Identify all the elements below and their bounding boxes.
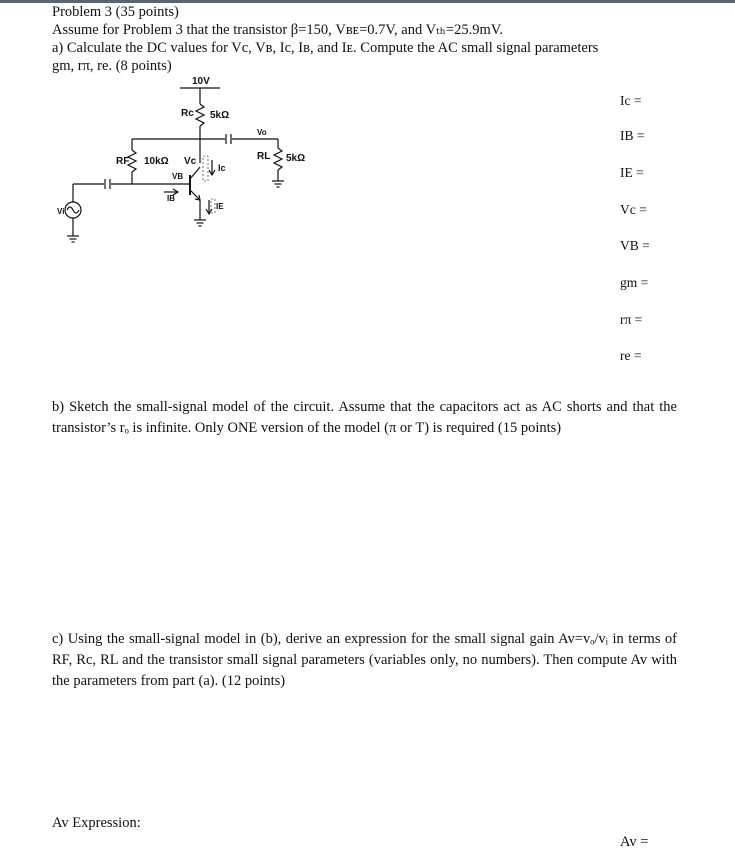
transistor-emitter: [190, 190, 200, 200]
rl-value: 5kΩ: [286, 153, 306, 164]
problem-title: Problem 3 (35 points): [52, 4, 179, 20]
problem-assumptions: Assume for Problem 3 that the transistor β=150, Vʙᴇ=0.7V, and Vₜₕ=25.9mV.: [52, 22, 503, 38]
ic-label: Ic: [218, 163, 226, 173]
answer-re: re =: [620, 348, 642, 363]
rl-resistor: [274, 148, 282, 170]
vc-label: Vc: [184, 156, 197, 167]
part-a-text-line2: gm, rπ, re. (8 points): [52, 58, 172, 74]
rl-label: RL: [257, 151, 271, 162]
answer-gm: gm =: [620, 275, 649, 290]
answer-ic: Ic =: [620, 93, 642, 108]
av-value-label: Av =: [620, 834, 649, 850]
rf-label: RF: [116, 156, 130, 167]
ie-label: IE: [216, 202, 224, 211]
ac-source-sine: [67, 207, 79, 213]
rf-value: 10kΩ: [144, 156, 169, 167]
rc-value: 5kΩ: [210, 110, 230, 121]
emitter-terminal-box: [211, 199, 215, 213]
ib-label: IB: [167, 194, 175, 203]
vb-label: VB: [172, 172, 184, 181]
part-a-text-line1: a) Calculate the DC values for Vc, Vʙ, Ic, Iʙ, and Iᴇ. Compute the AC small signal parameters: [52, 40, 599, 56]
collector-terminal-box: [203, 156, 208, 181]
vo-label: Vo: [257, 128, 267, 137]
answer-vb: VB =: [620, 238, 650, 253]
av-expression-label: Av Expression:: [52, 815, 141, 831]
part-c-text: c) Using the small-signal model in (b), derive an expression for the small signal gain Av=vₒ/vᵢ in terms of RF, Rc, RL and the transistor small signal parameters (variables only, no numbers). Then compute Av with the parameters from part (a). (12 points): [52, 631, 677, 689]
answer-vc: Vc =: [620, 202, 647, 217]
part-b-text: b) Sketch the small-signal model of the circuit. Assume that the capacitors act as AC shorts and that the transistor’s rₒ is infinite. Only ONE version of the model (π or T) is required (15 points): [52, 399, 677, 436]
answer-rpi: rπ =: [620, 312, 643, 327]
rc-label: Rc: [181, 108, 194, 119]
supply-voltage-label: 10V: [192, 76, 210, 87]
vi-label: Vi: [57, 207, 65, 216]
answer-ib: IB =: [620, 128, 645, 143]
amplifier-circuit-diagram: [50, 68, 330, 253]
transistor-collector: [190, 167, 200, 179]
rc-resistor: [196, 104, 204, 126]
answer-ie: IE =: [620, 165, 644, 180]
